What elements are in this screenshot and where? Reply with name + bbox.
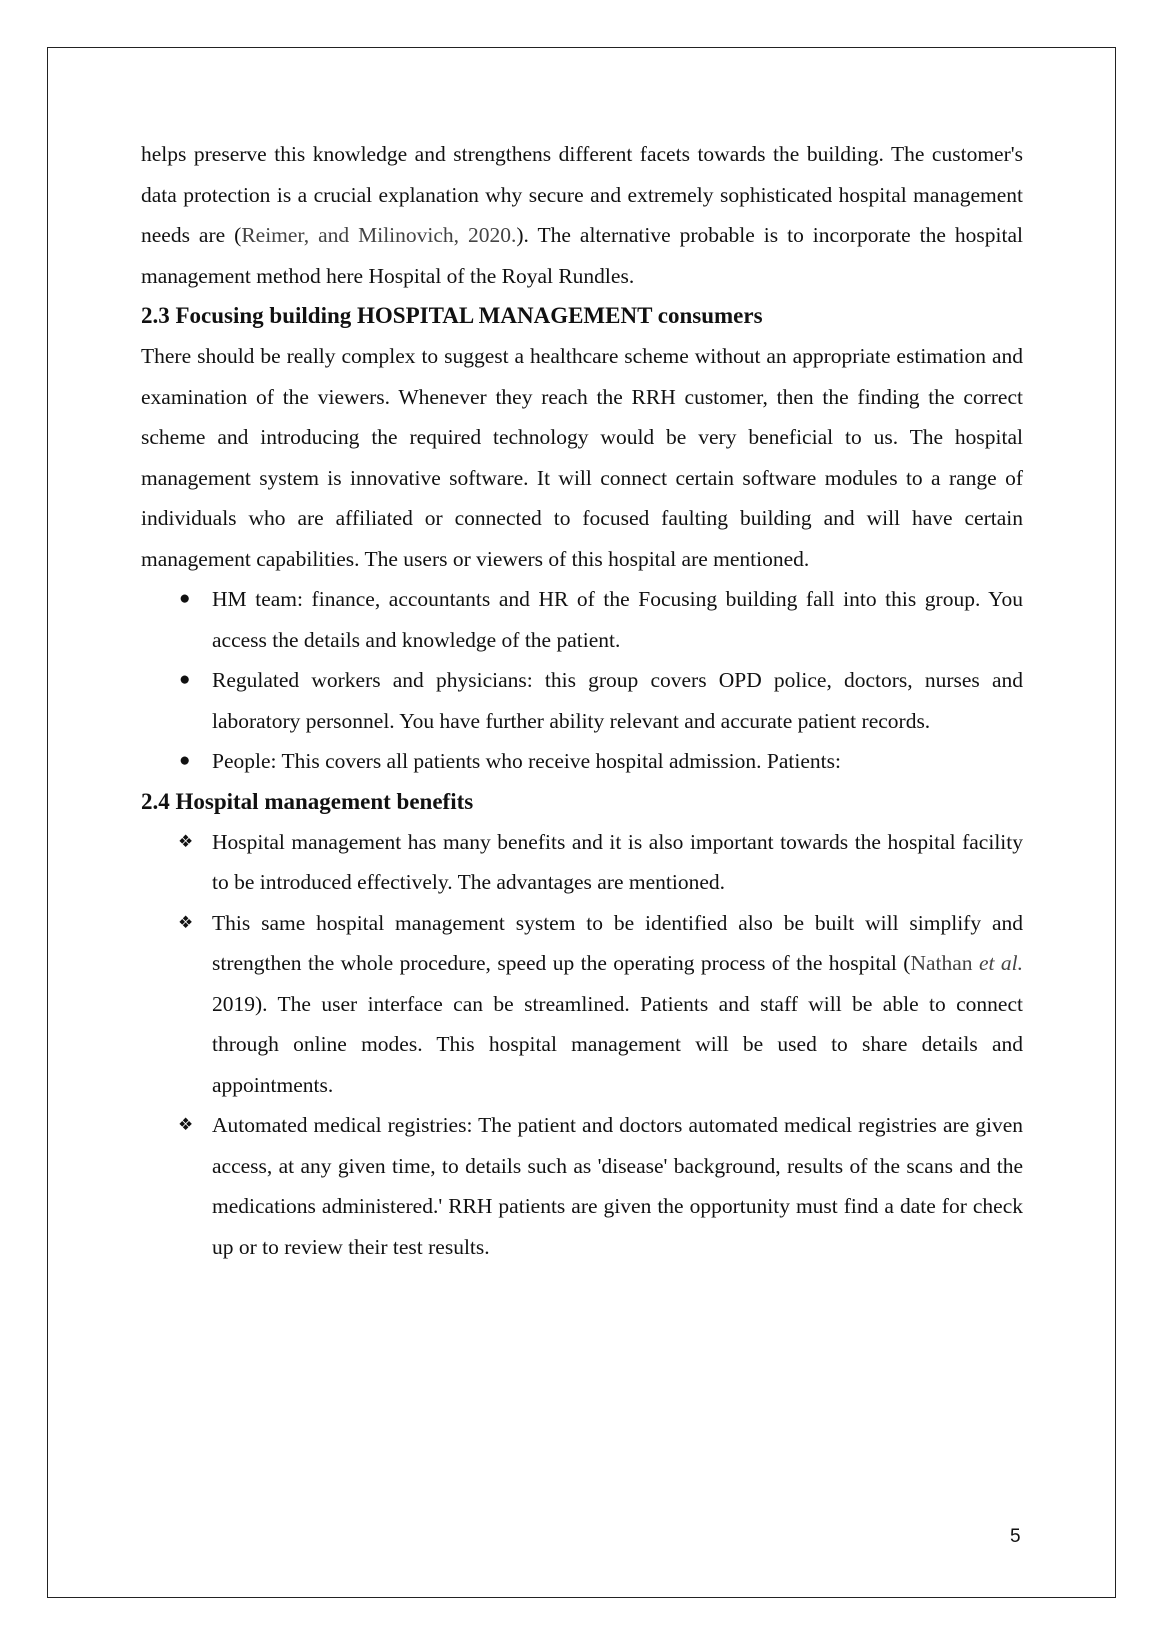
- diamond-bullet-icon: ❖: [178, 1115, 194, 1134]
- list-item: ❖ This same hospital management system to be identified also be built will simplify and strengthen the whole procedure, speed up the operating process of the hospital (Nathan et al. 2019). The user interface can be streamlined. Patients and staff will be able to connect through online modes. This hospital management will be used to share details and appointments.: [141, 903, 1023, 1106]
- benefits-list: [141, 822, 1023, 1268]
- section-2-3-heading: 2.3 Focusing building HOSPITAL MANAGEMENT consumers: [141, 303, 763, 328]
- section-2-4-heading: 2.4 Hospital management benefits: [141, 788, 474, 814]
- bullet-dot-icon: ●: [179, 588, 191, 609]
- document-body: [141, 134, 1023, 1267]
- section-2-3-paragraph: There should be really complex to suggest a healthcare scheme without an appropriate estimation and examination of the viewers. Whenever they reach the RRH customer, then the finding the correct scheme and introducing the required technology would be very beneficial to us. The hospital management system is innovative software. It will connect certain software modules to a range of individuals who are affiliated or connected to focused faulting building and will have certain management capabilities. The users or viewers of this hospital are mentioned.: [141, 344, 1023, 571]
- bullet-dot-icon: ●: [179, 750, 191, 771]
- diamond-bullet-icon: ❖: [178, 831, 194, 851]
- citation-reimer: Reimer, and Milinovich, 2020.: [241, 223, 517, 247]
- bullet-dot-icon: ●: [179, 669, 191, 690]
- list-item: ❖ Hospital management has many benefits and it is also important towards the hospital facility to be introduced effectively. The advantages are mentioned.: [141, 822, 1023, 903]
- list-item: ● Regulated workers and physicians: this group covers OPD police, doctors, nurses and laboratory personnel. You have further ability relevant and accurate patient records.: [141, 660, 1023, 741]
- list-item: ● People: This covers all patients who receive hospital admission. Patients:: [141, 741, 1023, 782]
- list-item: ❖ Automated medical registries: The patient and doctors automated medical registries are given access, at any given time, to details such as 'disease' background, results of the scans and the medications administered.' RRH patients are given the opportunity must find a date for check up or to review their test results.: [141, 1105, 1023, 1267]
- diamond-bullet-icon: ❖: [178, 912, 194, 932]
- citation-nathan: Nathan et al.: [910, 951, 1023, 975]
- intro-paragraph: helps preserve this knowledge and strengthens different facets towards the building. The customer's data protection is a crucial explanation why secure and extremely sophisticated hospital management needs are (Reimer, and Milinovich, 2020.). The alternative probable is to incorporate the hospital management method here Hospital of the Royal Rundles.: [141, 142, 1023, 288]
- users-bullet-list: [141, 579, 1023, 782]
- page-number: 5: [1010, 1526, 1021, 1547]
- list-item: ● HM team: finance, accountants and HR of the Focusing building fall into this group. You access the details and knowledge of the patient.: [141, 579, 1023, 660]
